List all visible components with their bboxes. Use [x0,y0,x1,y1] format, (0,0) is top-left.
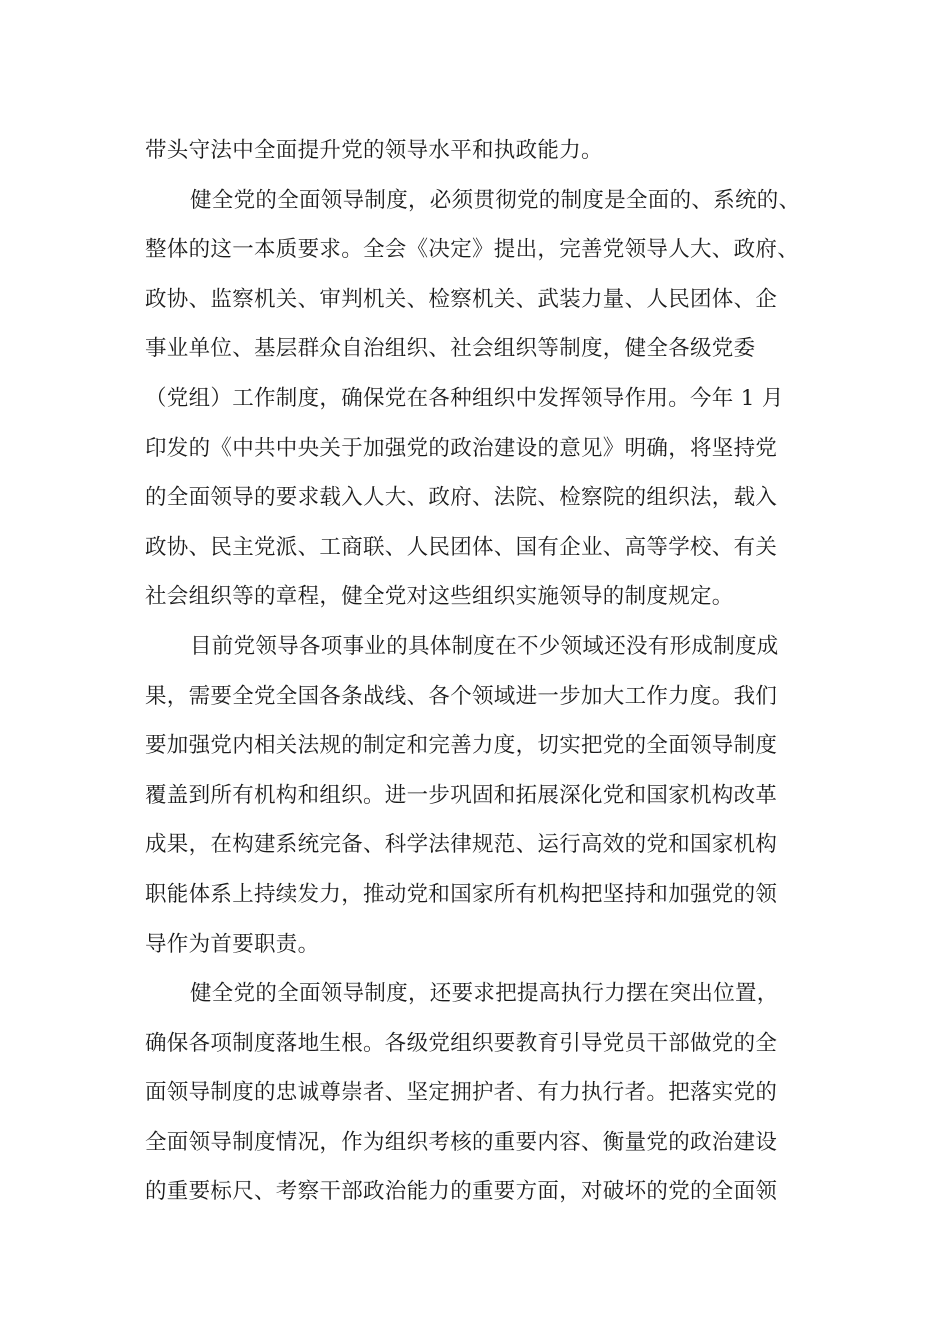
text-line: 政协、民主党派、工商联、人民团体、国有企业、高等学校、有关 [145,534,778,560]
text-line: 导作为首要职责。 [145,931,320,957]
text-line: 带头守法中全面提升党的领导水平和执政能力。 [145,138,603,163]
text-line: 整体的这一本质要求。全会《决定》提出，完善党领导人大、政府、 [145,237,800,263]
text-line: （党组）工作制度，确保党在各种组织中发挥领导作用。今年 1 月 [145,385,784,411]
text-line: 成果，在构建系统完备、科学法律规范、运行高效的党和国家机构 [145,832,778,858]
text-line: 覆盖到所有机构和组织。进一步巩固和拓展深化党和国家机构改革 [145,782,778,808]
text-line: 社会组织等的章程，健全党对这些组织实施领导的制度规定。 [145,584,734,610]
text-line: 职能体系上持续发力，推动党和国家所有机构把坚持和加强党的领 [145,881,778,907]
paragraph-first-line: 目前党领导各项事业的具体制度在不少领域还没有形成制度成 [190,633,779,659]
text-line: 的重要标尺、考察干部政治能力的重要方面，对破坏的党的全面领 [145,1179,778,1205]
text-line: 面领导制度的忠诚尊崇者、坚定拥护者、有力执行者。把落实党的 [145,1080,778,1106]
text-line: 事业单位、基层群众自治组织、社会组织等制度，健全各级党委 [145,336,756,362]
paragraph-first-line: 健全党的全面领导制度，还要求把提高执行力摆在突出位置， [190,981,779,1007]
paragraph-first-line: 健全党的全面领导制度，必须贯彻党的制度是全面的、系统的、 [190,187,801,213]
text-line: 全面领导制度情况，作为组织考核的重要内容、衡量党的政治建设 [145,1129,778,1155]
text-line: 的全面领导的要求载入人大、政府、法院、检察院的组织法，载入 [145,485,778,511]
document-body [145,126,825,1217]
text-line: 确保各项制度落地生根。各级党组织要教育引导党员干部做党的全 [145,1030,778,1056]
text-line: 印发的《中共中央关于加强党的政治建设的意见》明确，将坚持党 [145,435,778,461]
text-line: 政协、监察机关、审判机关、检察机关、武装力量、人民团体、企 [145,286,778,312]
text-line: 要加强党内相关法规的制定和完善力度，切实把党的全面领导制度 [145,733,778,759]
text-line: 果，需要全党全国各条战线、各个领域进一步加大工作力度。我们 [145,683,778,709]
